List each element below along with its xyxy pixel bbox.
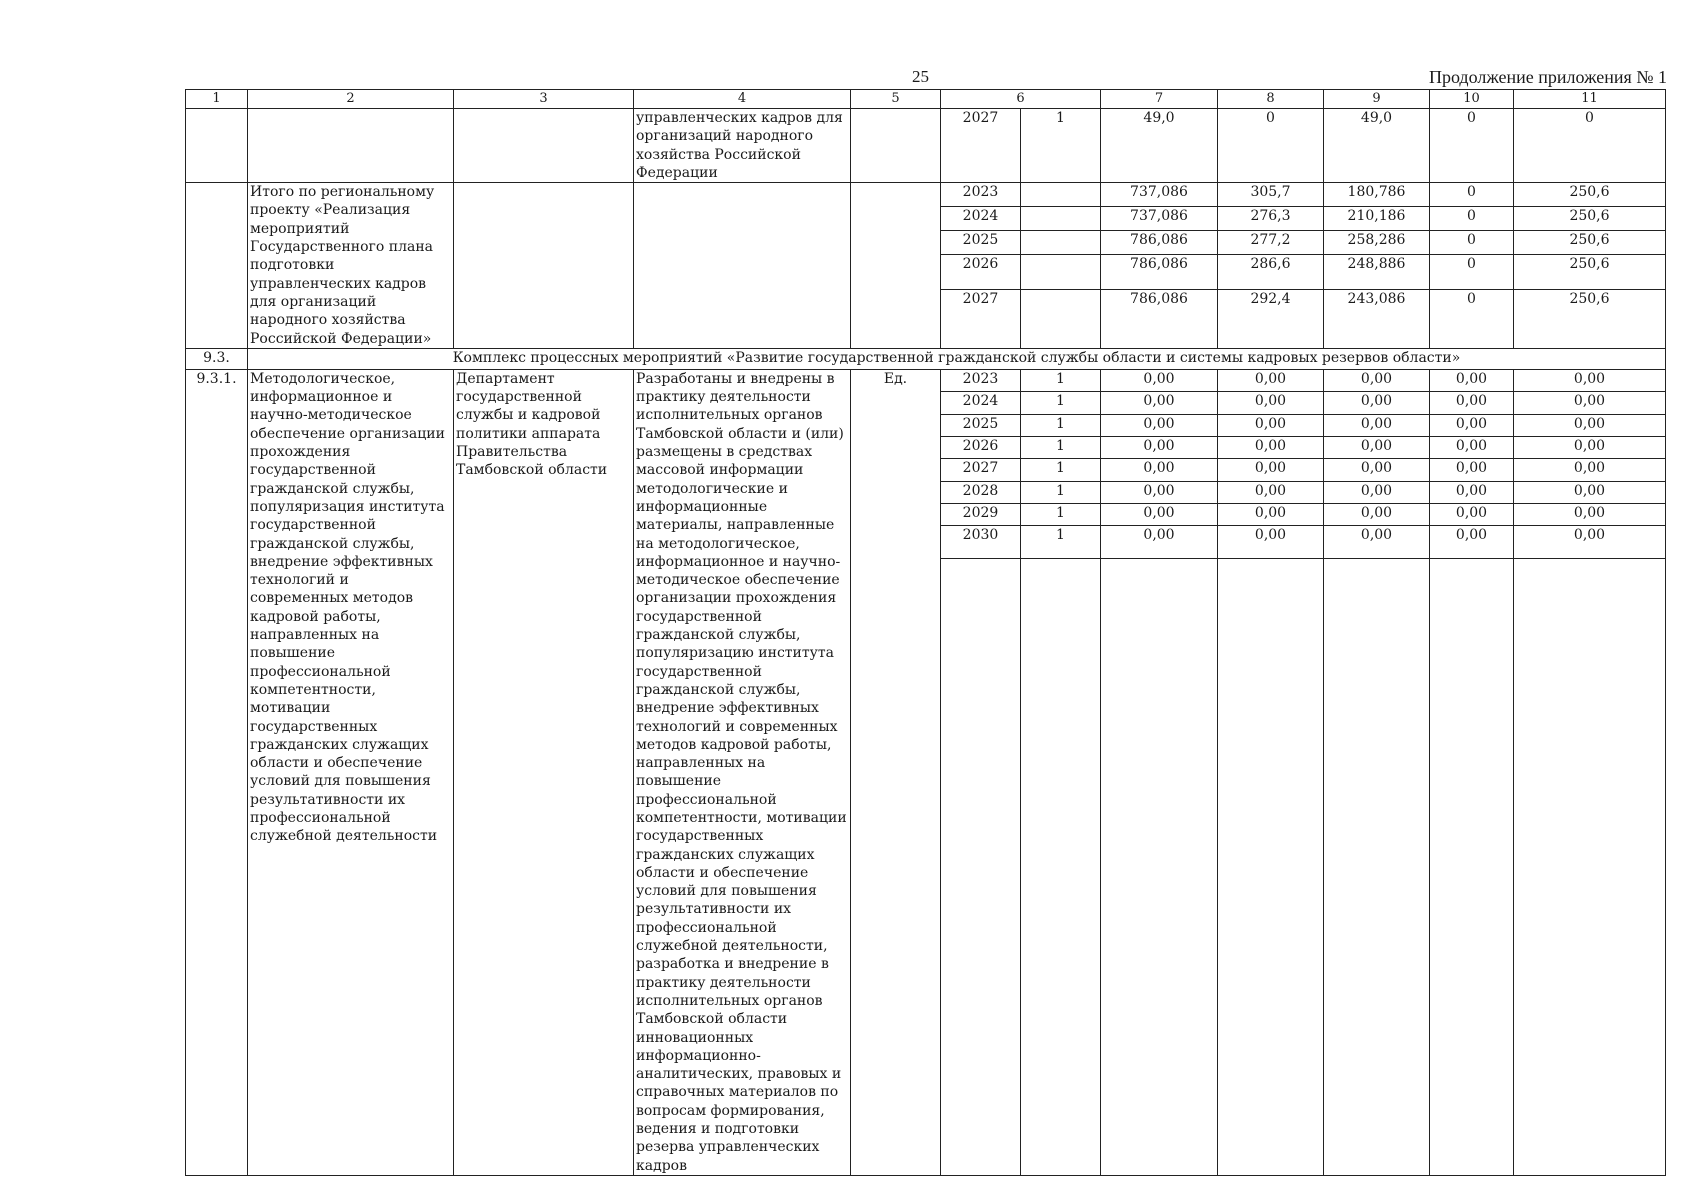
- item-result: Разработаны и внедрены в практику деятельности исполнительных органов Тамбовской области и (или) размещены в средствах массовой информации методологические и информационные материалы, направленные на методологическое, информационное и научно-методическое обеспечение организации прохождения государственной гражданской службы, популяризацию института государственной гражданской службы, внедрение эффективных технологий и современных методов кадровой работы, направленных на повышение профессиональной компетентности, мотивации государственных гражданских служащих области и обеспечение условий для повышения результативности их профессиональной служебной деятельности, разработка и внедрение в практику деятельности исполнительных органов Тамбовской области инновационных информационно-аналитических, правовых и справочных материалов по вопросам формирования, ведения и подготовки резерва управленческих кадров: [634, 369, 851, 1175]
- section-title: Комплекс процессных мероприятий «Развитие государственной гражданской службы области и системы кадровых резервов области»: [248, 348, 1666, 369]
- value-cell: 1: [1021, 481, 1101, 503]
- value-cell: 0: [1430, 231, 1514, 255]
- value-cell: 250,6: [1514, 231, 1666, 255]
- value-cell: [1021, 255, 1101, 290]
- value-cell: 0,00: [1101, 392, 1218, 414]
- value-cell: 0: [1430, 183, 1514, 207]
- item-name: Методологическое, информационное и научно-методическое обеспечение организации прохождения государственной гражданской службы, популяризация института государственной гражданской службы, внедрение эффективных технологий и современных методов кадровой работы, направленных на повышение профессиональной компетентности, мотивации государственных гражданских служащих области и обеспечение условий для повышения результативности их профессиональной служебной деятельности: [248, 369, 454, 1175]
- column-header: 5: [851, 90, 941, 109]
- value-cell: 1: [1021, 526, 1101, 559]
- appendix-label: Продолжение приложения № 1: [1428, 67, 1667, 87]
- value-cell: 0,00: [1218, 459, 1324, 481]
- value-cell: 0,00: [1101, 526, 1218, 559]
- value-cell: 0,00: [1101, 504, 1218, 526]
- value-cell: 0,00: [1514, 392, 1666, 414]
- value-cell: 0,00: [1430, 526, 1514, 559]
- column-header: 8: [1218, 90, 1324, 109]
- year-cell: 2025: [941, 231, 1021, 255]
- value-cell: 786,086: [1101, 289, 1218, 348]
- value-cell: 1: [1021, 392, 1101, 414]
- value-cell: 0: [1430, 255, 1514, 290]
- value-cell: 250,6: [1514, 289, 1666, 348]
- value-cell: 0,00: [1430, 436, 1514, 458]
- value-cell: 0,00: [1218, 504, 1324, 526]
- value-cell: 276,3: [1218, 207, 1324, 231]
- value-cell: 786,086: [1101, 255, 1218, 290]
- program-table: [185, 89, 1666, 1176]
- value-cell: [1021, 183, 1101, 207]
- column-header: 9: [1324, 90, 1430, 109]
- value-cell: 1: [1021, 436, 1101, 458]
- column-header-row: [186, 90, 1666, 109]
- value-cell: 248,886: [1324, 255, 1430, 290]
- item-unit: Ед.: [851, 369, 941, 1175]
- section-number: 9.3.: [186, 348, 248, 369]
- value-cell: 292,4: [1218, 289, 1324, 348]
- value-cell: 286,6: [1218, 255, 1324, 290]
- value-cell: 0,00: [1324, 369, 1430, 391]
- value-cell: 0,00: [1514, 526, 1666, 559]
- year-cell: 2025: [941, 414, 1021, 436]
- year-cell: 2030: [941, 526, 1021, 559]
- column-header: 1: [186, 90, 248, 109]
- table-row: [186, 183, 1666, 207]
- year-cell: 2027: [941, 459, 1021, 481]
- value-cell: 0,00: [1324, 436, 1430, 458]
- year-cell: 2023: [941, 183, 1021, 207]
- value-cell: 0,00: [1430, 369, 1514, 391]
- value-cell: 258,286: [1324, 231, 1430, 255]
- year-cell: 2024: [941, 207, 1021, 231]
- section-row: [186, 348, 1666, 369]
- value-cell: 0,00: [1430, 481, 1514, 503]
- value-cell: 0,00: [1324, 414, 1430, 436]
- value-cell: 0: [1514, 109, 1666, 183]
- value-cell: 210,186: [1324, 207, 1430, 231]
- value-cell: 0,00: [1101, 414, 1218, 436]
- value-cell: 0,00: [1101, 436, 1218, 458]
- year-cell: 2029: [941, 504, 1021, 526]
- value-cell: 49,0: [1324, 109, 1430, 183]
- value-cell: 250,6: [1514, 207, 1666, 231]
- result-description: управленческих кадров для организаций народного хозяйства Российской Федерации: [634, 109, 851, 183]
- value-cell: 243,086: [1324, 289, 1430, 348]
- value-cell: 0,00: [1324, 459, 1430, 481]
- value-cell: 737,086: [1101, 183, 1218, 207]
- value-cell: 1: [1021, 504, 1101, 526]
- year-cell: 2024: [941, 392, 1021, 414]
- value-cell: 0: [1430, 207, 1514, 231]
- value-cell: 0,00: [1101, 459, 1218, 481]
- column-header: 3: [454, 90, 634, 109]
- table-row: [186, 109, 1666, 183]
- value-cell: 0,00: [1514, 436, 1666, 458]
- value-cell: 0,00: [1514, 481, 1666, 503]
- value-cell: 0,00: [1514, 459, 1666, 481]
- value-cell: 0,00: [1324, 504, 1430, 526]
- value-cell: 0,00: [1218, 414, 1324, 436]
- value-cell: 1: [1021, 414, 1101, 436]
- year-cell: 2027: [941, 109, 1021, 183]
- value-cell: 1: [1021, 109, 1101, 183]
- value-cell: 0,00: [1218, 392, 1324, 414]
- value-cell: 0,00: [1218, 526, 1324, 559]
- column-header: 2: [248, 90, 454, 109]
- value-cell: 0: [1430, 109, 1514, 183]
- value-cell: 0,00: [1430, 392, 1514, 414]
- value-cell: 0: [1218, 109, 1324, 183]
- item-number: 9.3.1.: [186, 369, 248, 1175]
- table-row: [186, 369, 1666, 391]
- year-cell: 2027: [941, 289, 1021, 348]
- value-cell: 0,00: [1430, 459, 1514, 481]
- value-cell: 180,786: [1324, 183, 1430, 207]
- value-cell: 277,2: [1218, 231, 1324, 255]
- value-cell: 0,00: [1514, 504, 1666, 526]
- value-cell: 0,00: [1430, 504, 1514, 526]
- value-cell: 0,00: [1218, 436, 1324, 458]
- value-cell: 0,00: [1101, 481, 1218, 503]
- item-executor: Департамент государственной службы и кадровой политики аппарата Правительства Тамбовской области: [454, 369, 634, 1175]
- value-cell: 0,00: [1324, 481, 1430, 503]
- value-cell: [1021, 231, 1101, 255]
- column-header: 11: [1514, 90, 1666, 109]
- value-cell: [1021, 289, 1101, 348]
- value-cell: 0: [1430, 289, 1514, 348]
- value-cell: 0,00: [1324, 392, 1430, 414]
- column-header: 6: [941, 90, 1101, 109]
- value-cell: 0,00: [1101, 369, 1218, 391]
- column-header: 10: [1430, 90, 1514, 109]
- value-cell: 0,00: [1324, 526, 1430, 559]
- value-cell: 49,0: [1101, 109, 1218, 183]
- value-cell: 1: [1021, 369, 1101, 391]
- page-number: 25: [912, 67, 929, 86]
- value-cell: [1021, 207, 1101, 231]
- value-cell: 0,00: [1218, 369, 1324, 391]
- value-cell: 786,086: [1101, 231, 1218, 255]
- value-cell: 737,086: [1101, 207, 1218, 231]
- year-cell: 2026: [941, 255, 1021, 290]
- value-cell: 0,00: [1514, 414, 1666, 436]
- column-header: 4: [634, 90, 851, 109]
- year-cell: 2026: [941, 436, 1021, 458]
- value-cell: 0,00: [1430, 414, 1514, 436]
- column-header: 7: [1101, 90, 1218, 109]
- value-cell: 250,6: [1514, 183, 1666, 207]
- year-cell: 2028: [941, 481, 1021, 503]
- year-cell: 2023: [941, 369, 1021, 391]
- value-cell: 1: [1021, 459, 1101, 481]
- value-cell: 250,6: [1514, 255, 1666, 290]
- value-cell: 305,7: [1218, 183, 1324, 207]
- value-cell: 0,00: [1218, 481, 1324, 503]
- value-cell: 0,00: [1514, 369, 1666, 391]
- total-label: Итого по региональному проекту «Реализация мероприятий Государственного плана подготовки управленческих кадров для организаций народного хозяйства Российской Федерации»: [248, 183, 454, 349]
